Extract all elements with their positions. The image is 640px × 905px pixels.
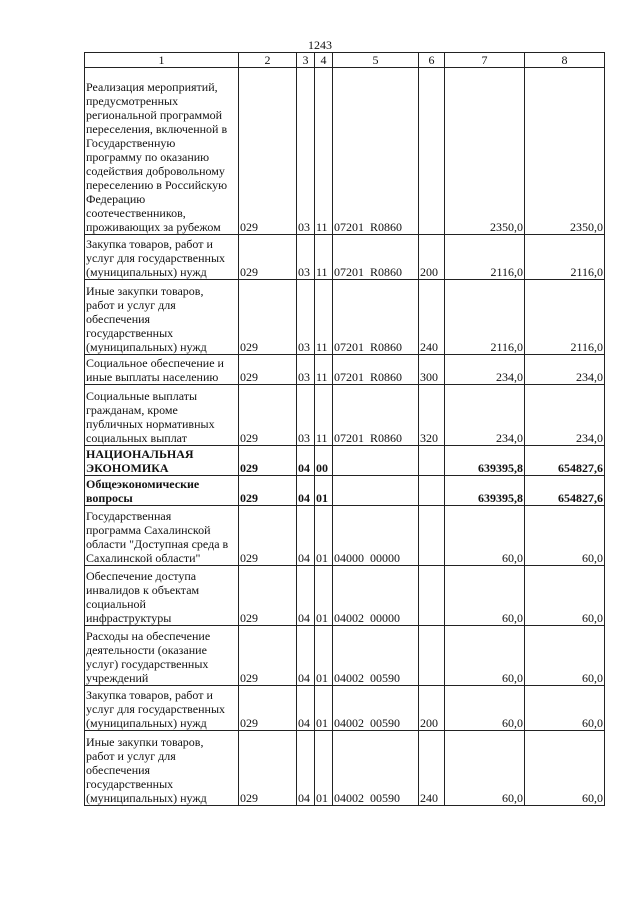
name-cell: Социальное обеспечение и иные выплаты населению (85, 355, 239, 385)
ministry-code-cell: 029 (239, 280, 297, 355)
expense-type-cell: 200 (419, 235, 445, 280)
amount-col7-cell: 234,0 (445, 385, 525, 446)
amount-col8-cell: 60,0 (525, 626, 605, 686)
amount-col7-cell: 639395,8 (445, 446, 525, 476)
name-cell: Общеэкономические вопросы (85, 476, 239, 506)
table-row (85, 476, 605, 506)
amount-col8-cell: 234,0 (525, 385, 605, 446)
name-cell: Закупка товаров, работ и услуг для государственных (муниципальных) нужд (85, 235, 239, 280)
subsection-code-cell: 00 (315, 446, 333, 476)
table-row (85, 355, 605, 385)
ministry-code-cell: 029 (239, 68, 297, 235)
amount-col8-cell: 2116,0 (525, 280, 605, 355)
target-article-cell: 04002 00590 (333, 626, 419, 686)
column-header-3: 3 (297, 53, 315, 68)
ministry-code-cell: 029 (239, 506, 297, 566)
header-row (85, 53, 605, 68)
name-cell: Социальные выплаты гражданам, кроме публичных нормативных социальных выплат (85, 385, 239, 446)
amount-col8-cell: 60,0 (525, 566, 605, 626)
amount-col7-cell: 234,0 (445, 355, 525, 385)
ministry-code-cell: 029 (239, 626, 297, 686)
section-code-cell: 04 (297, 476, 315, 506)
expense-type-cell (419, 68, 445, 235)
section-code-cell: 04 (297, 506, 315, 566)
section-code-cell: 04 (297, 686, 315, 731)
page-number: 1243 (308, 38, 332, 52)
subsection-code-cell: 11 (315, 280, 333, 355)
section-code-cell: 04 (297, 566, 315, 626)
target-article-cell (333, 476, 419, 506)
ministry-code-cell: 029 (239, 235, 297, 280)
subsection-code-cell: 01 (315, 476, 333, 506)
amount-col7-cell: 2350,0 (445, 68, 525, 235)
column-header-8: 8 (525, 53, 605, 68)
target-article-cell: 04002 00590 (333, 731, 419, 806)
table-row (85, 626, 605, 686)
amount-col7-cell: 60,0 (445, 686, 525, 731)
table-row (85, 68, 605, 235)
target-article-cell: 07201 R0860 (333, 385, 419, 446)
subsection-code-cell: 01 (315, 566, 333, 626)
amount-col7-cell: 60,0 (445, 506, 525, 566)
amount-col8-cell: 654827,6 (525, 476, 605, 506)
budget-table (84, 52, 605, 806)
target-article-cell: 07201 R0860 (333, 280, 419, 355)
expense-type-cell: 240 (419, 280, 445, 355)
column-header-7: 7 (445, 53, 525, 68)
section-code-cell: 03 (297, 280, 315, 355)
table-row (85, 235, 605, 280)
amount-col7-cell: 2116,0 (445, 235, 525, 280)
section-code-cell: 04 (297, 731, 315, 806)
subsection-code-cell: 11 (315, 68, 333, 235)
column-header-6: 6 (419, 53, 445, 68)
ministry-code-cell: 029 (239, 731, 297, 806)
amount-col8-cell: 2350,0 (525, 68, 605, 235)
amount-col8-cell: 654827,6 (525, 446, 605, 476)
ministry-code-cell: 029 (239, 385, 297, 446)
expense-type-cell (419, 446, 445, 476)
subsection-code-cell: 01 (315, 506, 333, 566)
subsection-code-cell: 01 (315, 686, 333, 731)
amount-col8-cell: 2116,0 (525, 235, 605, 280)
ministry-code-cell: 029 (239, 446, 297, 476)
expense-type-cell (419, 506, 445, 566)
name-cell: Государственная программа Сахалинской области "Доступная среда в Сахалинской области" (85, 506, 239, 566)
table-row (85, 446, 605, 476)
name-cell: Реализация мероприятий, предусмотренных региональной программой переселения, включенной в Государственную программу по оказанию содействия добровольному переселению в Российскую Федерацию соотечественников, проживающих за рубежом (85, 68, 239, 235)
column-header-2: 2 (239, 53, 297, 68)
subsection-code-cell: 11 (315, 235, 333, 280)
expense-type-cell: 200 (419, 686, 445, 731)
target-article-cell (333, 446, 419, 476)
target-article-cell: 07201 R0860 (333, 68, 419, 235)
target-article-cell: 07201 R0860 (333, 235, 419, 280)
amount-col8-cell: 234,0 (525, 355, 605, 385)
column-header-4: 4 (315, 53, 333, 68)
table-row (85, 385, 605, 446)
target-article-cell: 04000 00000 (333, 506, 419, 566)
name-cell: Иные закупки товаров, работ и услуг для обеспечения государственных (муниципальных) нужд (85, 280, 239, 355)
name-cell: Закупка товаров, работ и услуг для государственных (муниципальных) нужд (85, 686, 239, 731)
section-code-cell: 04 (297, 446, 315, 476)
section-code-cell: 03 (297, 68, 315, 235)
expense-type-cell: 240 (419, 731, 445, 806)
section-code-cell: 04 (297, 626, 315, 686)
expense-type-cell (419, 476, 445, 506)
table-row (85, 566, 605, 626)
amount-col8-cell: 60,0 (525, 686, 605, 731)
table-row (85, 686, 605, 731)
name-cell: Расходы на обеспечение деятельности (оказание услуг) государственных учреждений (85, 626, 239, 686)
amount-col7-cell: 60,0 (445, 626, 525, 686)
name-cell: Обеспечение доступа инвалидов к объектам социальной инфраструктуры (85, 566, 239, 626)
amount-col7-cell: 60,0 (445, 731, 525, 806)
target-article-cell: 04002 00000 (333, 566, 419, 626)
table-row (85, 731, 605, 806)
ministry-code-cell: 029 (239, 476, 297, 506)
expense-type-cell (419, 566, 445, 626)
expense-type-cell: 320 (419, 385, 445, 446)
ministry-code-cell: 029 (239, 686, 297, 731)
section-code-cell: 03 (297, 385, 315, 446)
name-cell: Иные закупки товаров, работ и услуг для обеспечения государственных (муниципальных) нужд (85, 731, 239, 806)
column-header-1: 1 (85, 53, 239, 68)
target-article-cell: 07201 R0860 (333, 355, 419, 385)
table-row (85, 506, 605, 566)
amount-col7-cell: 2116,0 (445, 280, 525, 355)
ministry-code-cell: 029 (239, 566, 297, 626)
expense-type-cell (419, 626, 445, 686)
expense-type-cell: 300 (419, 355, 445, 385)
amount-col8-cell: 60,0 (525, 731, 605, 806)
amount-col7-cell: 60,0 (445, 566, 525, 626)
amount-col7-cell: 639395,8 (445, 476, 525, 506)
subsection-code-cell: 11 (315, 355, 333, 385)
subsection-code-cell: 11 (315, 385, 333, 446)
section-code-cell: 03 (297, 235, 315, 280)
table-body (85, 68, 605, 806)
subsection-code-cell: 01 (315, 626, 333, 686)
subsection-code-cell: 01 (315, 731, 333, 806)
name-cell: НАЦИОНАЛЬНАЯ ЭКОНОМИКА (85, 446, 239, 476)
amount-col8-cell: 60,0 (525, 506, 605, 566)
column-header-5: 5 (333, 53, 419, 68)
target-article-cell: 04002 00590 (333, 686, 419, 731)
section-code-cell: 03 (297, 355, 315, 385)
ministry-code-cell: 029 (239, 355, 297, 385)
table-row (85, 280, 605, 355)
